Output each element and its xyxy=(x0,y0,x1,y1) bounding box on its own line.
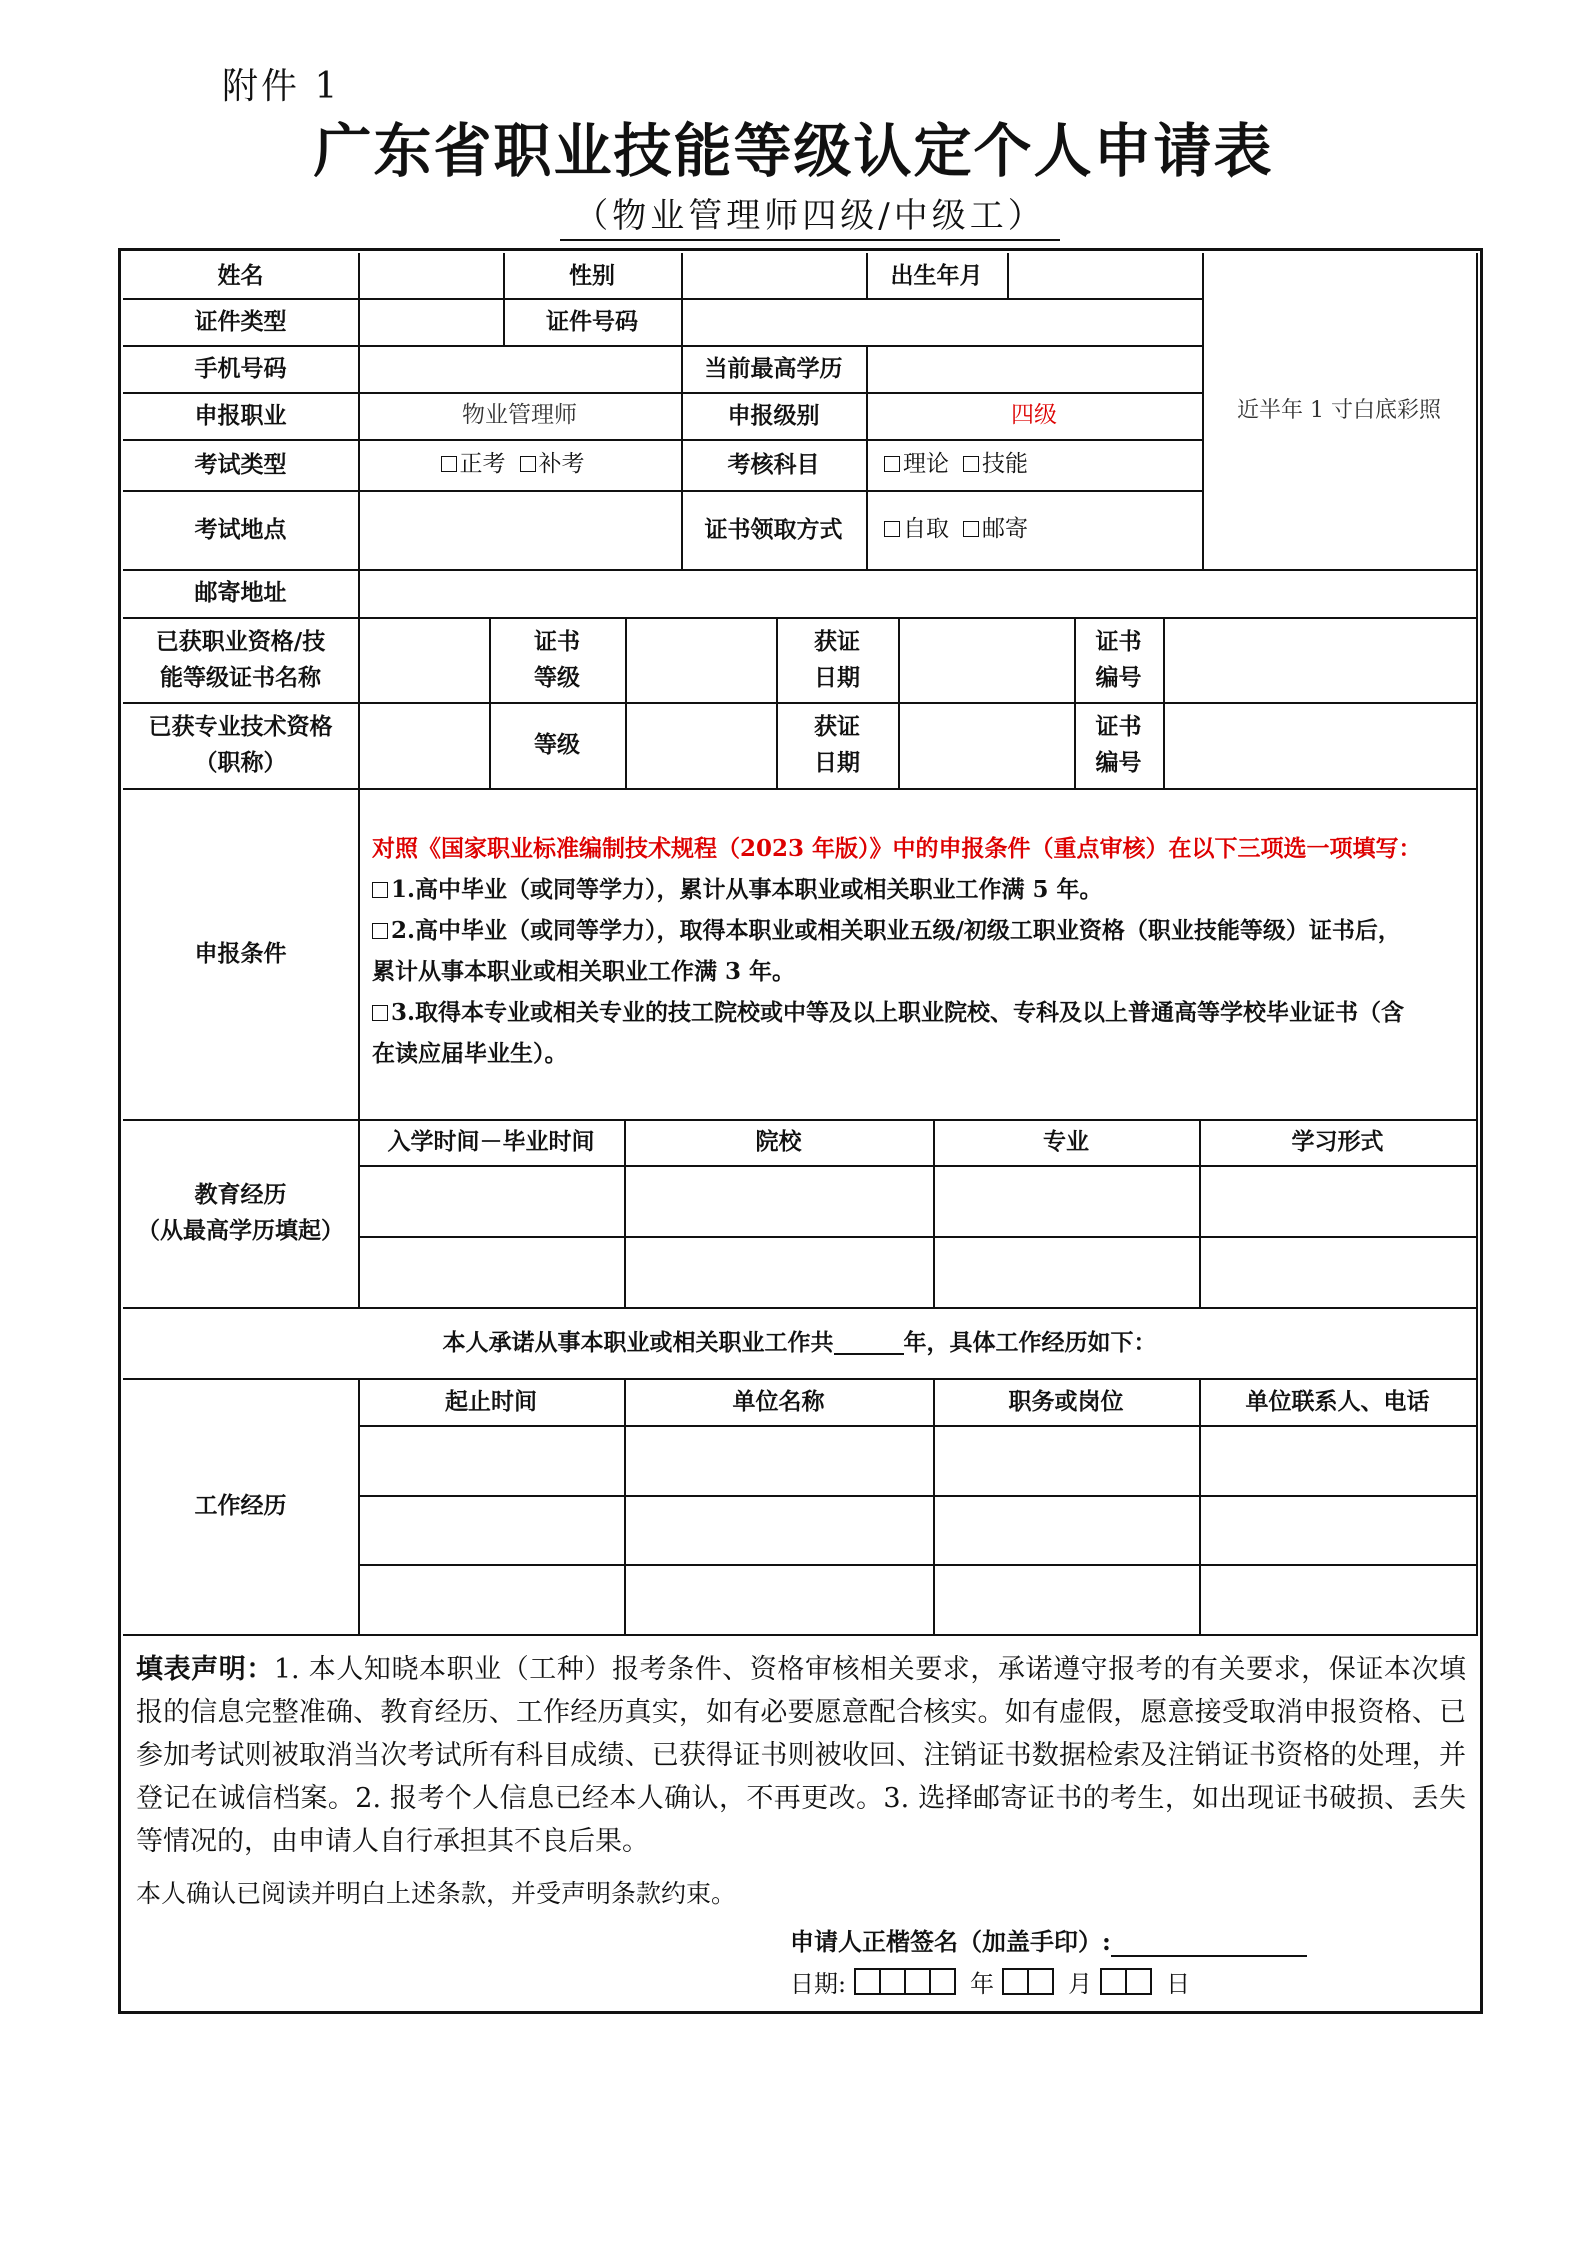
professional-date-label: 获证 日期 xyxy=(776,702,900,790)
name-field[interactable] xyxy=(358,253,505,300)
birth-label: 出生年月 xyxy=(866,253,1009,300)
edu-row-1-mode[interactable] xyxy=(1199,1165,1478,1238)
work-col-position: 职务或岗位 xyxy=(933,1378,1201,1427)
date-month-label: 月 xyxy=(1068,1970,1093,1998)
edu-row-1-school[interactable] xyxy=(624,1165,935,1238)
cert-method-options xyxy=(866,490,1204,571)
work-row-2-period[interactable] xyxy=(358,1495,626,1566)
photo-area[interactable] xyxy=(1202,253,1478,571)
work-col-contact: 单位联系人、电话 xyxy=(1199,1378,1478,1427)
education-label: 当前最高学历 xyxy=(681,345,868,394)
vocational-cert-level-field[interactable] xyxy=(625,617,778,704)
photo-text: 近半年 1 寸白底彩照 xyxy=(1237,397,1441,423)
work-row-1-period[interactable] xyxy=(358,1425,626,1497)
address-field[interactable] xyxy=(358,569,1478,619)
conditions-label: 申报条件 xyxy=(123,788,360,1121)
work-row-3-employer[interactable] xyxy=(624,1564,935,1636)
edu-row-2-school[interactable] xyxy=(624,1236,935,1309)
id-number-label: 证件号码 xyxy=(503,298,683,347)
address-label: 邮寄地址 xyxy=(123,569,360,619)
condition-option-3-cont: 在读应届毕业生）。 xyxy=(372,1040,568,1067)
work-row-1-contact[interactable] xyxy=(1199,1425,1478,1497)
exam-type-label: 考试类型 xyxy=(123,439,360,492)
date-year-label: 年 xyxy=(970,1970,995,1998)
subject-label: 考核科目 xyxy=(681,439,868,492)
name-label: 姓名 xyxy=(123,253,360,300)
location-field[interactable] xyxy=(358,490,683,571)
edu-col-period: 入学时间－毕业时间 xyxy=(358,1119,626,1167)
declaration-confirm: 本人确认已阅读并明白上述条款，并受声明条款约束。 xyxy=(136,1879,737,1908)
checkbox-icon xyxy=(372,882,388,898)
exam-type-regular[interactable]: 正考 xyxy=(441,447,506,483)
work-commitment: 本人承诺从事本职业或相关职业工作共 年，具体工作经历如下： xyxy=(123,1307,1478,1380)
condition-option-3[interactable]: 3.取得本专业或相关专业的技工院校或中等及以上职业院校、专科及以上普通高等学校毕业证书（含 xyxy=(372,992,1472,1033)
edu-row-2-major[interactable] xyxy=(933,1236,1201,1309)
occupation-label: 申报职业 xyxy=(123,392,360,441)
cert-method-self[interactable]: 自取 xyxy=(884,512,949,548)
professional-level-label: 等级 xyxy=(489,702,627,790)
id-number-field[interactable] xyxy=(681,298,1204,347)
checkbox-icon xyxy=(884,521,900,537)
form-subtitle: （物业管理师四级/中级工） xyxy=(560,188,1060,241)
checkbox-icon xyxy=(963,521,979,537)
id-type-field[interactable] xyxy=(358,298,505,347)
declaration-heading: 填表声明： xyxy=(136,1654,274,1685)
vocational-number-field[interactable] xyxy=(1163,617,1478,704)
gender-field[interactable] xyxy=(681,253,868,300)
education-field[interactable] xyxy=(866,345,1204,394)
phone-label: 手机号码 xyxy=(123,345,360,394)
edu-row-2-period[interactable] xyxy=(358,1236,626,1309)
birth-field[interactable] xyxy=(1007,253,1204,300)
gender-label: 性别 xyxy=(503,253,683,300)
declaration-text xyxy=(136,1648,1466,1863)
work-row-2-contact[interactable] xyxy=(1199,1495,1478,1566)
edu-col-school: 院校 xyxy=(624,1119,935,1167)
vocational-date-field[interactable] xyxy=(898,617,1076,704)
work-years-blank[interactable] xyxy=(834,1331,904,1355)
edu-col-mode: 学习形式 xyxy=(1199,1119,1478,1167)
exam-type-makeup[interactable]: 补考 xyxy=(520,447,585,483)
professional-number-field[interactable] xyxy=(1163,702,1478,790)
condition-option-2-cont: 累计从事本职业或相关职业工作满 3 年。 xyxy=(372,958,796,985)
checkbox-icon xyxy=(520,456,536,472)
edu-col-major: 专业 xyxy=(933,1119,1201,1167)
cert-method-label: 证书领取方式 xyxy=(681,490,868,571)
work-row-2-employer[interactable] xyxy=(624,1495,935,1566)
checkbox-icon xyxy=(372,1005,388,1021)
conditions-intro: 对照《国家职业标准编制技术规程（2023 年版）》中的申报条件（重点审核）在以下三项选一项填写： xyxy=(372,835,1422,862)
work-row-3-position[interactable] xyxy=(933,1564,1201,1636)
edu-row-1-major[interactable] xyxy=(933,1165,1201,1238)
location-label: 考试地点 xyxy=(123,490,360,571)
work-row-3-period[interactable] xyxy=(358,1564,626,1636)
vocational-date-label: 获证 日期 xyxy=(776,617,900,704)
subject-options xyxy=(866,439,1204,492)
edu-row-2-mode[interactable] xyxy=(1199,1236,1478,1309)
date-year-boxes[interactable] xyxy=(856,1968,956,1995)
subject-theory[interactable]: 理论 xyxy=(884,447,949,483)
work-history-label: 工作经历 xyxy=(123,1378,360,1636)
condition-option-2[interactable]: 2.高中毕业（或同等学力），取得本职业或相关职业五级/初级工职业资格（职业技能等级）证书后， xyxy=(372,910,1472,951)
work-row-2-position[interactable] xyxy=(933,1495,1201,1566)
professional-number-label: 证书 编号 xyxy=(1074,702,1165,790)
work-row-3-contact[interactable] xyxy=(1199,1564,1478,1636)
vocational-cert-level-label: 证书 等级 xyxy=(489,617,627,704)
vocational-cert-label: 已获职业资格/技 能等级证书名称 xyxy=(123,617,360,704)
signature-field[interactable] xyxy=(1111,1933,1307,1957)
date-row xyxy=(790,1964,1190,1999)
work-row-1-position[interactable] xyxy=(933,1425,1201,1497)
checkbox-icon xyxy=(441,456,457,472)
occupation-value: 物业管理师 xyxy=(358,392,683,441)
phone-field[interactable] xyxy=(358,345,683,394)
work-col-period: 起止时间 xyxy=(358,1378,626,1427)
declaration-body: 1. 本人知晓本职业（工种）报考条件、资格审核相关要求，承诺遵守报考的有关要求，保证本次填报的信息完整准确、教育经历、工作经历真实，如有必要愿意配合核实。如有虚假，愿意接受取消申报资格、已参加考试则被取消当次考试所有科目成绩、已获得证书则被收回、注销证书数据检索及注销证书资格的处理，并登记在诚信档案。2. 报考个人信息已经本人确认，不再更改。3. 选择邮寄证书的考生，如出现证书破损、丢失等情况的，由申请人自行承担其不良后果。 xyxy=(136,1654,1467,1857)
professional-level-field[interactable] xyxy=(625,702,778,790)
signature-label: 申请人正楷签名（加盖手印）: xyxy=(790,1927,1111,1956)
work-row-1-employer[interactable] xyxy=(624,1425,935,1497)
education-history-label: 教育经历 （从最高学历填起） xyxy=(123,1119,360,1309)
checkbox-icon xyxy=(963,456,979,472)
date-day-boxes[interactable] xyxy=(1102,1968,1152,1995)
vocational-number-label: 证书 编号 xyxy=(1074,617,1165,704)
date-day-label: 日 xyxy=(1166,1970,1191,1998)
date-month-boxes[interactable] xyxy=(1004,1968,1054,1995)
edu-row-1-period[interactable] xyxy=(358,1165,626,1238)
checkbox-icon xyxy=(372,923,388,939)
professional-title-label: 已获专业技术资格 （职称） xyxy=(123,702,360,790)
conditions-text xyxy=(372,828,1472,1074)
professional-title-field[interactable] xyxy=(358,702,491,790)
level-value: 四级 xyxy=(866,392,1204,441)
id-type-label: 证件类型 xyxy=(123,298,360,347)
exam-type-options xyxy=(358,439,683,492)
date-label: 日期: xyxy=(790,1970,847,1998)
attachment-label: 附件 1 xyxy=(222,66,341,107)
checkbox-icon xyxy=(884,456,900,472)
cert-method-mail[interactable]: 邮寄 xyxy=(963,512,1028,548)
professional-date-field[interactable] xyxy=(898,702,1076,790)
level-label: 申报级别 xyxy=(681,392,868,441)
signature-row xyxy=(790,1922,1307,1957)
condition-option-1[interactable]: 1.高中毕业（或同等学力），累计从事本职业或相关职业工作满 5 年。 xyxy=(372,869,1472,910)
form-title: 广东省职业技能等级认定个人申请表 xyxy=(313,117,1274,185)
vocational-cert-name-field[interactable] xyxy=(358,617,491,704)
work-col-employer: 单位名称 xyxy=(624,1378,935,1427)
subject-skill[interactable]: 技能 xyxy=(963,447,1028,483)
